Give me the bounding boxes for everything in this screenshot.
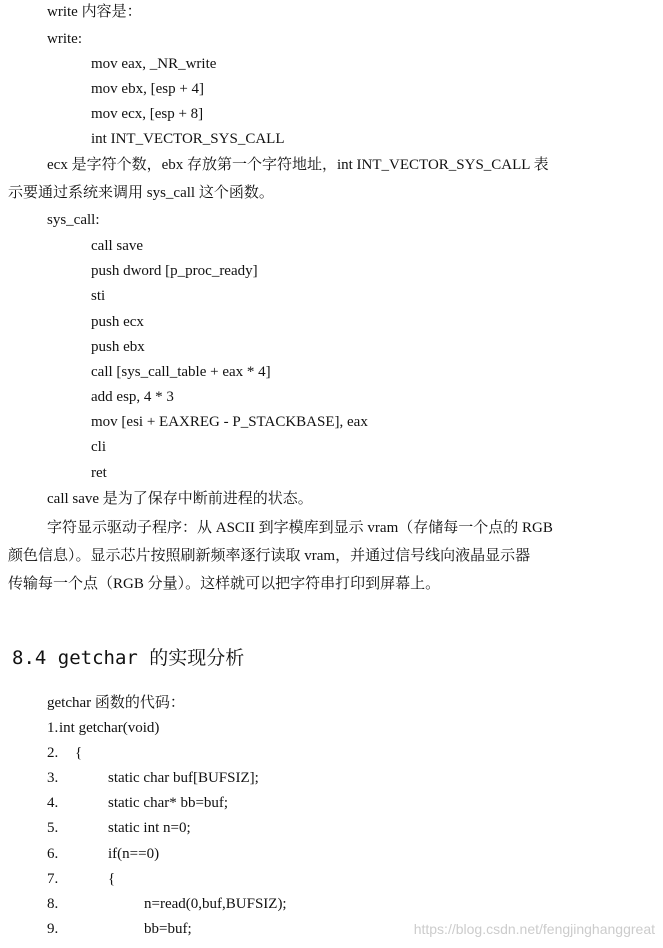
code-line: mov ebx, [esp + 4] (91, 81, 205, 97)
code-line: int getchar(void) (59, 720, 160, 736)
paragraph-line: call save 是为了保存中断前进程的状态。 (47, 491, 313, 507)
code-line: push ecx (91, 314, 144, 330)
code-line-number: 3. (47, 770, 59, 786)
code-line: mov ecx, [esp + 8] (91, 106, 204, 122)
section-heading: 8.4 getchar 的实现分析 (12, 647, 245, 669)
code-line: mov [esi + EAXREG - P_STACKBASE], eax (91, 414, 368, 430)
code-line: cli (91, 439, 106, 455)
write-intro: write 内容是： (47, 4, 142, 20)
code-line: static char* bb=buf; (108, 795, 229, 811)
code-line: push ebx (91, 339, 145, 355)
paragraph-line: 传输每一个点（RGB 分量）。这样就可以把字符串打印到屏幕上。 (8, 576, 441, 592)
sys-call-label: sys_call: (47, 212, 100, 228)
code-line-number: 8. (47, 896, 59, 912)
code-line: call save (91, 238, 144, 254)
paragraph-line: 字符显示驱动子程序：从 ASCII 到字模库到显示 vram（存储每一个点的 RGB (47, 520, 553, 536)
code-line: { (108, 871, 116, 887)
code-line-number: 6. (47, 846, 59, 862)
code-line: sti (91, 288, 106, 304)
code-line: { (75, 745, 83, 761)
code-line-number: 9. (47, 921, 59, 937)
code-line: int INT_VECTOR_SYS_CALL (91, 131, 285, 147)
code-line: static int n=0; (108, 820, 191, 836)
code-line: push dword [p_proc_ready] (91, 263, 258, 279)
paragraph-line: ecx 是字符个数，ebx 存放第一个字符地址，int INT_VECTOR_SYS_CALL 表 (47, 157, 549, 173)
code-line: static char buf[BUFSIZ]; (108, 770, 259, 786)
paragraph-line: 示要通过系统来调用 sys_call 这个函数。 (8, 185, 274, 201)
paragraph-line: 颜色信息）。显示芯片按照刷新频率逐行读取 vram，并通过信号线向液晶显示器 (8, 548, 531, 564)
code-line: mov eax, _NR_write (91, 56, 217, 72)
code-line: n=read(0,buf,BUFSIZ); (144, 896, 287, 912)
watermark: https://blog.csdn.net/fengjinghanggreat (413, 921, 655, 937)
code-line-number: 4. (47, 795, 59, 811)
code-line-number: 7. (47, 871, 59, 887)
code-line: call [sys_call_table + eax * 4] (91, 364, 271, 380)
write-label: write: (47, 31, 82, 47)
code-line: bb=buf; (144, 921, 192, 937)
code-line-number: 1. (47, 720, 59, 736)
code-line: if(n==0) (108, 846, 160, 862)
code-line-number: 5. (47, 820, 59, 836)
getchar-intro: getchar 函数的代码： (47, 695, 185, 711)
code-line: ret (91, 465, 107, 481)
code-line-number: 2. (47, 745, 59, 761)
code-line: add esp, 4 * 3 (91, 389, 174, 405)
